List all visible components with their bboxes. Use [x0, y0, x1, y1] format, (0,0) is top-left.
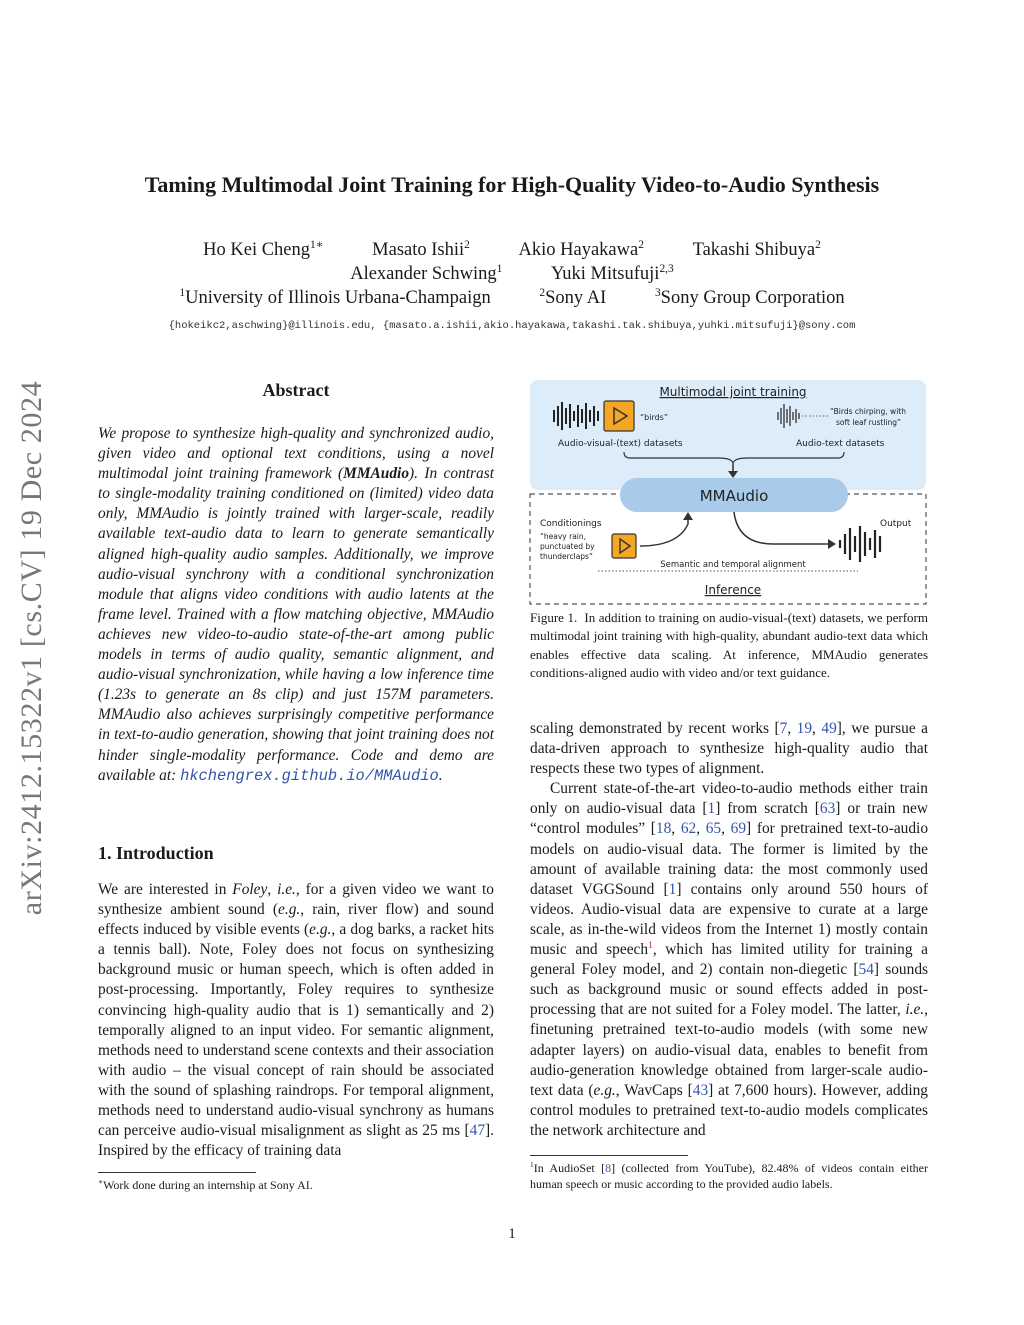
citation-link[interactable]: 62	[680, 820, 697, 838]
arrow-right-icon	[828, 539, 836, 549]
figure-caption: Figure 1. In addition to training on audio-visual-(text) datasets, we perform multimodal joint training with high-quality, abundant audio-text data which enables effective data scaling. At inference, MMAudio generates conditions-aligned audio with video and/or text guidance.	[530, 610, 928, 681]
condition-text: thunderclaps”	[540, 552, 593, 561]
figure-top-title: Multimodal joint training	[659, 385, 807, 399]
conditionings-label: Conditionings	[540, 519, 602, 529]
citation-link[interactable]: 8	[605, 1161, 612, 1175]
page-number: 1	[508, 1226, 516, 1242]
citation-link[interactable]: 1	[668, 880, 677, 898]
arxiv-stamp-text: arXiv:2412.15322v1 [cs.CV] 19 Dec 2024	[15, 380, 48, 916]
author-row-2	[60, 264, 964, 285]
birds-tag: “birds”	[640, 413, 668, 422]
author-emails: {hokeikc2,aschwing}@illinois.edu, {masato.a.ishii,akio.hayakawa,takashi.tak.shibuya,yuhki.mitsufuji}@sony.com	[168, 320, 856, 332]
footnote-divider	[98, 1172, 256, 1173]
alignment-label: Semantic and temporal alignment	[660, 560, 806, 570]
affiliation: $^3$Sony Group Corporation	[654, 286, 845, 308]
paper-title: Taming Multimodal Joint Training for High-Quality Video-to-Audio Synthesis	[144, 172, 880, 197]
condition-text: punctuated by	[540, 542, 595, 551]
video-icon	[612, 534, 636, 558]
affiliation-row	[60, 288, 964, 309]
affiliation: $^1$University of Illinois Urbana-Champaign	[179, 286, 491, 308]
birds-caption: “Birds chirping, with	[830, 407, 906, 416]
author: Ho Kei Cheng$^{1∗}$	[203, 238, 324, 260]
author: Yuki Mitsufuji$^{2,3}$	[550, 262, 674, 284]
caption-label: Figure 1.	[530, 610, 578, 625]
audio-text-datasets-label: Audio-text datasets	[796, 439, 885, 449]
author: Akio Hayakawa$^2$	[518, 238, 644, 260]
abstract-heading: Abstract	[262, 380, 330, 400]
footnote-left: ∗Work done during an internship at Sony AI.	[98, 1177, 313, 1192]
citation-link[interactable]: 47	[469, 1122, 486, 1140]
arrow-right	[734, 512, 828, 544]
footnote-divider	[530, 1155, 688, 1156]
arrow-up	[640, 516, 688, 546]
introduction-body: We are interested in Foley, i.e., for a given video we want to synthesize ambient sound (e.g., rain, river flow) and sound effects induced by visible events (e.g., a dog barks, a racket hits a tennis ball). Note, Foley does not focus on synthesizing background music or human speech, which is often added in post-processing. Importantly, Foley requires to synthesize convincing high-quality audio that is 1) semantically and 2) temporally aligned to an input video. For semantic alignment, methods need to understand scene contexts and their association with audio – the visual concept of rain should be associated with the sound of splashing raindrops. For temporal alignment, methods need to understand audio-visual synchrony as humans can perceive audio-visual misalignment as slight as 25 ms [47]. Inspired by the efficacy of training data	[98, 881, 495, 1160]
citation-link[interactable]: 19	[796, 720, 813, 737]
citation-link[interactable]: 65	[705, 820, 722, 838]
affiliation: $^2$Sony AI	[539, 286, 607, 308]
section-heading-introduction: 1. Introduction	[98, 843, 214, 863]
author: Alexander Schwing$^1$	[350, 262, 503, 284]
condition-text: “heavy rain,	[540, 532, 587, 541]
audio-visual-datasets-label: Audio-visual-(text) datasets	[558, 439, 683, 449]
waveform-icon	[840, 526, 880, 562]
author: Masato Ishii$^2$	[372, 238, 470, 260]
video-icon	[604, 401, 634, 431]
figure-bottom-title: Inference	[704, 583, 762, 597]
citation-link[interactable]: 1	[707, 800, 716, 818]
citation-link[interactable]: 18	[655, 820, 672, 838]
model-name: MMAudio	[699, 487, 769, 505]
arrow-up-icon	[683, 512, 693, 520]
citation-link[interactable]: 69	[730, 820, 747, 838]
project-link[interactable]: hkchengrex.github.io/MMAudio	[180, 766, 439, 785]
output-label: Output	[880, 519, 912, 529]
citation-link[interactable]: 7	[779, 720, 788, 737]
author-row-1	[60, 240, 964, 261]
author: Takashi Shibuya$^2$	[692, 238, 821, 260]
right-column-body: scaling demonstrated by recent works [7, 19, 49], we pursue a data-driven approach to synthesize high-quality audio that respects these two types of alignment. Current state-of-the-art video-to-audio methods either train only on audio-visual data [1] from scratch [63] or train new “control modules” [18, 62, 65, 69] for pretrained text-to-audio models on audio-visual data. The former is limited by the amount of available training data: the most commonly used dataset VGGSound [1] contains only around 550 hours of videos. Audio-visual data are expensive to curate at a large scale, as in-the-wild videos from the Internet 1) mostly contain music and speech$^1$, which has limited utility for training a general Foley model, and 2) contain non-diegetic [54] sounds such as background music or sound effects added in post-processing that are not suited for a Foley model. The latter, i.e., finetuning pretrained text-to-audio models (with some new adapter layers) on audio-visual data, enables to benefit from audio-generation knowledge obtained from larger-scale audio-text data (e.g., WavCaps [43] at 7,600 hours). However, adding control modules to pretrained text-to-audio models complicates the network architecture and	[530, 720, 929, 1139]
footnote-marker[interactable]: 1	[648, 939, 653, 951]
abstract-body: We propose to synthesize high-quality and synchronized audio, given video and optional text conditions, using a novel multimodal joint training framework (MMAudio). In contrast to single-modality training conditioned on (limited) video data only, MMAudio is jointly trained with larger-scale, readily available text-audio data to learn to generate semantically aligned high-quality audio samples. Additionally, we improve audio-visual synchrony with a conditional synchronization module that aligns video conditions with audio latents at the frame level. Trained with a flow matching objective, MMAudio achieves new video-to-audio state-of-the-art among public models in terms of audio quality, semantic alignment, and audio-visual synchronization, while having a low inference time (1.23s to generate an 8s clip) and just 157M parameters. MMAudio also achieves surprisingly competitive performance in text-to-audio generation, showing that joint training does not hinder single-modality performance. Code and demo are available at: hkchengrex.github.io/MMAudio.	[98, 425, 494, 785]
arxiv-stamp	[4, 348, 60, 948]
citation-link[interactable]: 54	[858, 961, 874, 979]
footnote-right: $^1$In AudioSet [8] (collected from YouTube), 82.48% of videos contain either human speech or music according to the provided audio labels.	[530, 1160, 928, 1191]
citation-link[interactable]: 49	[821, 720, 837, 737]
birds-caption: soft leaf rustling”	[836, 418, 901, 427]
figure-1	[528, 378, 928, 608]
citation-link[interactable]: 63	[819, 800, 836, 818]
citation-link[interactable]: 43	[692, 1081, 709, 1099]
